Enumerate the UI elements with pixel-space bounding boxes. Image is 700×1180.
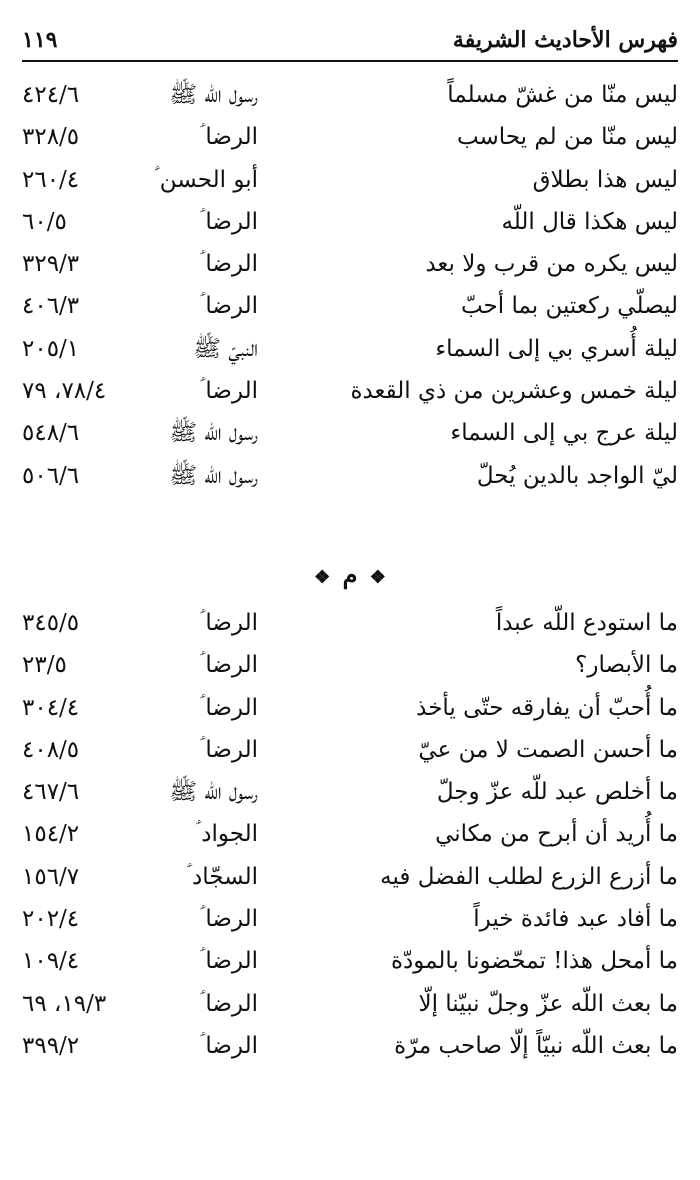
volume-page-ref: ٤٢٤/٦ xyxy=(22,82,80,108)
narrator: الجواد ؑ xyxy=(195,821,258,848)
volume-page-ref: ٢٠٢/٤ xyxy=(22,906,80,933)
index-entry xyxy=(22,940,678,982)
page-header xyxy=(22,22,678,58)
ornament-right-icon: ❖ xyxy=(369,567,386,588)
index-entry xyxy=(22,243,678,285)
index-entry xyxy=(22,729,678,771)
narrator: الرضا ؑ xyxy=(199,378,258,405)
hadith-index-list-lam xyxy=(22,74,678,497)
hadith-opening: ما أمحل هذا! تمحّضونا بالمودّة xyxy=(390,948,678,975)
hadith-opening: ليصلّي ركعتين بما أحبّ xyxy=(460,293,678,320)
narrator: النبيّ ﷺ xyxy=(193,335,258,362)
hadith-opening: ما الأبصار؟ xyxy=(575,652,678,679)
volume-page-ref: ٧٨/٤، ٧٩ xyxy=(22,378,107,405)
running-title: فهرس الأحاديث الشريفة xyxy=(452,27,678,53)
index-entry xyxy=(22,328,678,370)
volume-page-ref: ١٩/٣، ٦٩ xyxy=(22,990,107,1017)
volume-page-ref: ٤٦٧/٦ xyxy=(22,779,80,806)
index-entry xyxy=(22,898,678,940)
narrator: رسول اللّه ﷺ xyxy=(169,462,258,489)
index-entry xyxy=(22,412,678,454)
narrator: أبو الحسن ؑ xyxy=(153,166,258,193)
hadith-opening: ليس يكره من قرب ولا بعد xyxy=(425,251,678,278)
page-number: ١١٩ xyxy=(22,27,58,53)
index-entry xyxy=(22,201,678,243)
volume-page-ref: ٢٣/٥ xyxy=(22,652,67,679)
volume-page-ref: ٥٠٦/٦ xyxy=(22,462,80,489)
index-entry xyxy=(22,1025,678,1067)
narrator: الرضا ؑ xyxy=(199,990,258,1017)
volume-page-ref: ٦٠/٥ xyxy=(22,208,67,235)
index-entry xyxy=(22,159,678,201)
volume-page-ref: ٣٢٨/٥ xyxy=(22,124,80,151)
narrator: الرضا ؑ xyxy=(199,906,258,933)
hadith-opening: ما أزرع الزرع لطلب الفضل فيه xyxy=(380,863,678,890)
volume-page-ref: ٢٦٠/٤ xyxy=(22,166,80,193)
narrator: الرضا ؑ xyxy=(199,694,258,721)
narrator: رسول اللّه ﷺ xyxy=(169,420,258,447)
index-entry xyxy=(22,370,678,412)
index-entry xyxy=(22,116,678,158)
section-heading-mim xyxy=(0,560,700,589)
hadith-opening: ما بعث اللّه نبيّاً إلّا صاحب مرّة xyxy=(394,1032,678,1059)
index-entry xyxy=(22,644,678,686)
index-entry xyxy=(22,983,678,1025)
hadith-opening: ليلة عرج بي إلى السماء xyxy=(450,420,678,447)
narrator: رسول اللّه ﷺ xyxy=(169,82,258,108)
narrator: الرضا ؑ xyxy=(199,948,258,975)
hadith-opening: ليّ الواجد بالدين يُحلّ xyxy=(476,462,678,489)
volume-page-ref: ٣٤٥/٥ xyxy=(22,610,80,636)
narrator: الرضا ؑ xyxy=(199,1032,258,1059)
hadith-opening: ليس هكذا قال اللّه xyxy=(501,208,678,235)
hadith-opening: ما أخلص عبد للّه عزّ وجلّ xyxy=(436,779,678,806)
volume-page-ref: ٣٩٩/٢ xyxy=(22,1032,80,1059)
hadith-opening: ليلة خمس وعشرين من ذي القعدة xyxy=(350,378,678,405)
volume-page-ref: ٥٤٨/٦ xyxy=(22,420,80,447)
index-entry xyxy=(22,74,678,116)
narrator: الرضا ؑ xyxy=(199,124,258,151)
narrator: الرضا ؑ xyxy=(199,293,258,320)
volume-page-ref: ٢٠٥/١ xyxy=(22,335,80,362)
header-rule xyxy=(22,60,678,62)
volume-page-ref: ١٠٩/٤ xyxy=(22,948,80,975)
narrator: السجّاد ؑ xyxy=(186,863,258,890)
volume-page-ref: ٣٠٤/٤ xyxy=(22,694,80,721)
volume-page-ref: ١٥٤/٢ xyxy=(22,821,80,848)
narrator: الرضا ؑ xyxy=(199,736,258,763)
hadith-index-list-mim xyxy=(22,602,678,1067)
narrator: الرضا ؑ xyxy=(199,251,258,278)
volume-page-ref: ٤٠٦/٣ xyxy=(22,293,80,320)
ornament-left-icon: ❖ xyxy=(314,567,331,588)
narrator: الرضا ؑ xyxy=(199,208,258,235)
hadith-opening: ليس منّا من غشّ مسلماً xyxy=(447,82,678,108)
index-entry xyxy=(22,813,678,855)
hadith-opening: ليس هذا بطلاق xyxy=(532,166,678,193)
index-entry xyxy=(22,771,678,813)
hadith-opening: ما أحسن الصمت لا من عيّ xyxy=(418,736,678,763)
volume-page-ref: ٤٠٨/٥ xyxy=(22,736,80,763)
hadith-opening: ليس منّا من لم يحاسب xyxy=(456,124,678,151)
index-entry xyxy=(22,856,678,898)
hadith-opening: ما أُحبّ أن يفارقه حتّى يأخذ xyxy=(416,694,678,721)
narrator: رسول اللّه ﷺ xyxy=(169,779,258,806)
hadith-opening: ما أُريد أن أبرح من مكاني xyxy=(435,821,678,848)
volume-page-ref: ٣٢٩/٣ xyxy=(22,251,80,278)
index-entry xyxy=(22,602,678,644)
narrator: الرضا ؑ xyxy=(199,610,258,636)
index-entry xyxy=(22,455,678,497)
volume-page-ref: ١٥٦/٧ xyxy=(22,863,80,890)
hadith-opening: ما بعث اللّه عزّ وجلّ نبيّنا إلّا xyxy=(418,990,678,1017)
hadith-opening: ليلة أُسري بي إلى السماء xyxy=(435,335,678,362)
narrator: الرضا ؑ xyxy=(199,652,258,679)
hadith-opening: ما أفاد عبد فائدة خيراً xyxy=(473,906,678,933)
index-entry xyxy=(22,687,678,729)
hadith-opening: ما استودع اللّه عبداً xyxy=(495,610,678,636)
index-entry xyxy=(22,285,678,327)
section-letter: م xyxy=(342,560,358,589)
